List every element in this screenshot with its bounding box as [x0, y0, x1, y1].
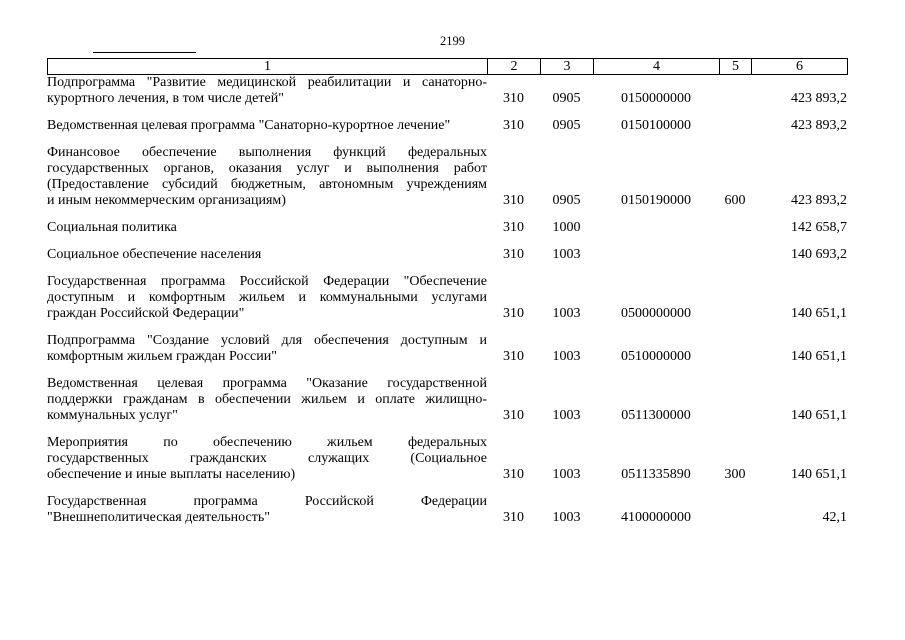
cell-section: 310 — [503, 306, 524, 321]
cell-amount: 140 651,1 — [791, 408, 847, 423]
description-line: обеспечение и иные выплаты населению) — [47, 467, 296, 482]
header-rule — [93, 52, 196, 53]
cell-amount: 140 651,1 — [791, 349, 847, 364]
cell-amount: 423 893,2 — [791, 91, 847, 106]
column-header-3: 3 — [541, 59, 594, 75]
cell-target-code: 0511300000 — [621, 408, 691, 423]
cell-target-code: 0150100000 — [621, 118, 691, 133]
cell-subsection: 1003 — [552, 306, 581, 321]
description-line: Мероприятия по обеспечению жильем федеральных — [47, 435, 487, 450]
column-header-row — [48, 59, 848, 75]
cell-target-code: 0150000000 — [621, 91, 691, 106]
cell-section: 310 — [503, 118, 524, 133]
page-number: 2199 — [440, 34, 465, 48]
cell-target-code: 0511335890 — [621, 467, 691, 482]
cell-subsection: 1003 — [552, 510, 581, 525]
row-description — [47, 220, 487, 236]
cell-subsection: 1003 — [552, 408, 581, 423]
cell-target-code: 0500000000 — [621, 306, 691, 321]
row-description — [47, 75, 487, 107]
row-spacer — [47, 263, 847, 274]
row-spacer — [47, 365, 847, 376]
cell-expense-type: 300 — [724, 467, 746, 482]
description-line: Подпрограмма "Развитие медицинской реабилитации и санаторно- — [47, 75, 487, 90]
description-line: Государственная программа Российской Федерации — [47, 494, 487, 509]
cell-section: 310 — [503, 349, 524, 364]
budget-table-body — [47, 75, 847, 526]
cell-amount: 140 651,1 — [791, 306, 847, 321]
cell-amount: 423 893,2 — [791, 118, 847, 133]
row-spacer — [47, 236, 847, 247]
table-row — [47, 494, 847, 526]
table-row — [47, 75, 847, 107]
row-description — [47, 435, 487, 483]
cell-section: 310 — [503, 510, 524, 525]
description-line: поддержки гражданам в обеспечении жильем и оплате жилищно- — [47, 392, 487, 407]
column-header-1: 1 — [48, 59, 488, 75]
row-description — [47, 274, 487, 322]
description-line: и иным некоммерческим организациям) — [47, 193, 286, 208]
cell-amount: 142 658,7 — [791, 220, 847, 235]
row-spacer — [47, 322, 847, 333]
row-spacer — [47, 209, 847, 220]
cell-section: 310 — [503, 467, 524, 482]
column-header-6: 6 — [752, 59, 848, 75]
column-header-table — [47, 58, 848, 75]
cell-section: 310 — [503, 193, 524, 208]
description-line: государственных гражданских служащих (Социальное — [47, 451, 487, 466]
cell-subsection: 1003 — [552, 247, 581, 262]
table-row — [47, 435, 847, 483]
description-line: Ведомственная целевая программа "Оказание государственной — [47, 376, 487, 391]
row-spacer — [47, 424, 847, 435]
description-line: Финансовое обеспечение выполнения функций федеральных — [47, 145, 487, 160]
row-description — [47, 145, 487, 209]
table-row — [47, 274, 847, 322]
cell-subsection: 1003 — [552, 349, 581, 364]
description-line: Подпрограмма "Создание условий для обеспечения доступным и — [47, 333, 487, 348]
column-header-5: 5 — [720, 59, 752, 75]
cell-section: 310 — [503, 408, 524, 423]
cell-amount: 140 651,1 — [791, 467, 847, 482]
row-spacer — [47, 107, 847, 118]
row-description — [47, 494, 487, 526]
cell-subsection: 0905 — [552, 118, 581, 133]
description-line: Государственная программа Российской Федерации "Обеспечение — [47, 274, 487, 289]
column-header-4: 4 — [594, 59, 720, 75]
cell-section: 310 — [503, 220, 524, 235]
cell-target-code: 0510000000 — [621, 349, 691, 364]
cell-subsection: 1003 — [552, 467, 581, 482]
description-line: граждан Российской Федерации" — [47, 306, 245, 321]
description-line: комфортным жильем граждан России" — [47, 349, 277, 364]
description-line: Ведомственная целевая программа "Санаторно-курортное лечение" — [47, 118, 451, 133]
row-description — [47, 333, 487, 365]
row-spacer — [47, 483, 847, 494]
table-row — [47, 220, 847, 236]
cell-section: 310 — [503, 91, 524, 106]
row-description — [47, 247, 487, 263]
table-row — [47, 247, 847, 263]
description-line: (Предоставление субсидий бюджетным, автономным учреждениям — [47, 177, 487, 192]
cell-subsection: 0905 — [552, 193, 581, 208]
description-line: курортного лечения, в том числе детей" — [47, 91, 284, 106]
description-line: Социальное обеспечение населения — [47, 247, 262, 262]
table-row — [47, 376, 847, 424]
cell-subsection: 0905 — [552, 91, 581, 106]
cell-amount: 42,1 — [822, 510, 847, 525]
cell-section: 310 — [503, 247, 524, 262]
row-description — [47, 376, 487, 424]
column-header-2: 2 — [488, 59, 541, 75]
cell-target-code: 0150190000 — [621, 193, 691, 208]
table-row — [47, 145, 847, 209]
description-line: коммунальных услуг" — [47, 408, 178, 423]
cell-amount: 140 693,2 — [791, 247, 847, 262]
description-line: государственных органов, оказания услуг и выполнения работ — [47, 161, 487, 176]
table-row — [47, 333, 847, 365]
description-line: Социальная политика — [47, 220, 177, 235]
cell-expense-type: 600 — [724, 193, 746, 208]
cell-amount: 423 893,2 — [791, 193, 847, 208]
cell-subsection: 1000 — [552, 220, 581, 235]
row-description — [47, 118, 487, 134]
description-line: "Внешнеполитическая деятельность" — [47, 510, 270, 525]
description-line: доступным и комфортным жильем и коммунальными услугами — [47, 290, 487, 305]
row-spacer — [47, 134, 847, 145]
cell-target-code: 4100000000 — [621, 510, 691, 525]
table-row — [47, 118, 847, 134]
